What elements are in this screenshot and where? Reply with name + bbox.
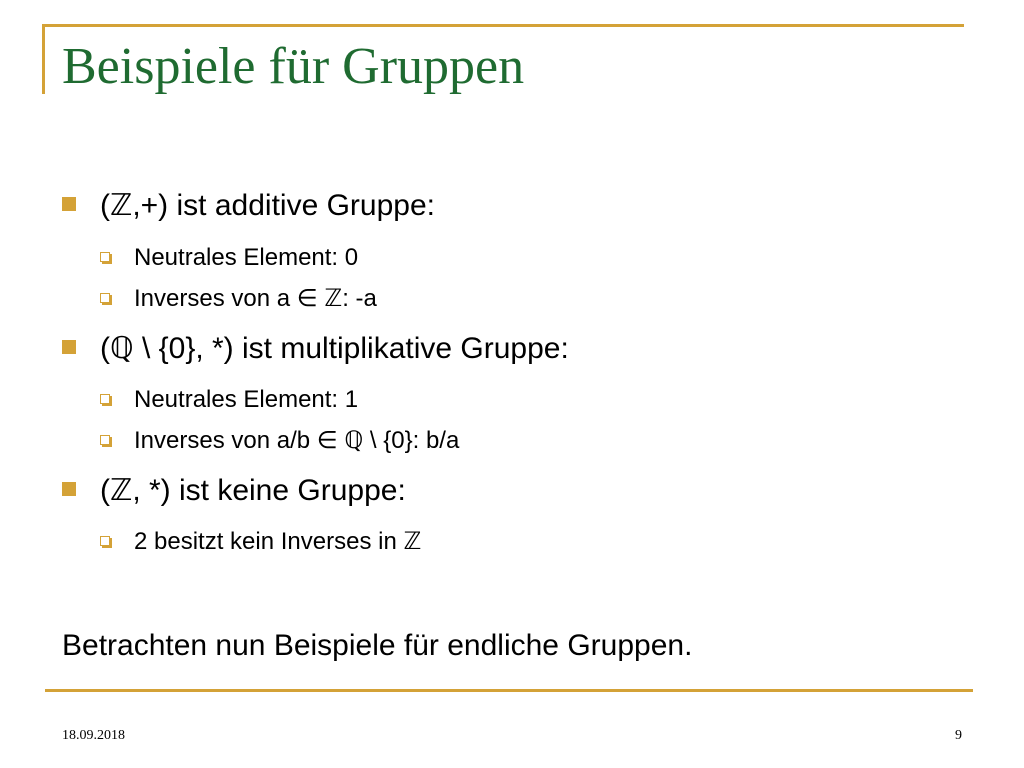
box-bullet-icon bbox=[100, 293, 110, 303]
bullet-item-1 bbox=[62, 189, 435, 223]
footer-date: 18.09.2018 bbox=[62, 728, 125, 743]
sub-bullet-text: 2 besitzt kein Inverses in ℤ bbox=[134, 528, 422, 555]
bullet-text: (ℚ \ {0}, *) ist multiplikative Gruppe: bbox=[100, 332, 569, 365]
square-bullet-icon bbox=[62, 340, 76, 354]
sub-bullet-text: Neutrales Element: 1 bbox=[134, 386, 359, 413]
sub-bullet-item-2-1 bbox=[100, 386, 358, 414]
bullet-text: (ℤ,+) ist additive Gruppe: bbox=[100, 189, 435, 222]
square-bullet-icon bbox=[62, 197, 76, 211]
slide-number: 9 bbox=[955, 728, 962, 743]
box-bullet-icon bbox=[100, 435, 110, 445]
box-bullet-icon bbox=[100, 394, 110, 404]
footer-divider-line bbox=[45, 689, 973, 692]
square-bullet-icon bbox=[62, 482, 76, 496]
bullet-item-3 bbox=[62, 474, 406, 508]
sub-bullet-text: Inverses von a ∈ ℤ: -a bbox=[134, 285, 377, 312]
bullet-item-2 bbox=[62, 332, 569, 366]
box-bullet-icon bbox=[100, 536, 110, 546]
frame-top-line bbox=[42, 24, 964, 27]
sub-bullet-item-3-1 bbox=[100, 528, 421, 556]
slide-title: Beispiele für Gruppen bbox=[62, 38, 525, 95]
closing-statement: Betrachten nun Beispiele für endliche Gruppen. bbox=[62, 629, 693, 662]
sub-bullet-item-2-2 bbox=[100, 427, 459, 455]
bullet-text: (ℤ, *) ist keine Gruppe: bbox=[100, 474, 406, 507]
sub-bullet-text: Inverses von a/b ∈ ℚ \ {0}: b/a bbox=[134, 427, 460, 454]
box-bullet-icon bbox=[100, 252, 110, 262]
sub-bullet-item-1-2 bbox=[100, 285, 377, 313]
sub-bullet-item-1-1 bbox=[100, 244, 358, 272]
frame-left-line bbox=[42, 24, 45, 94]
sub-bullet-text: Neutrales Element: 0 bbox=[134, 244, 359, 271]
